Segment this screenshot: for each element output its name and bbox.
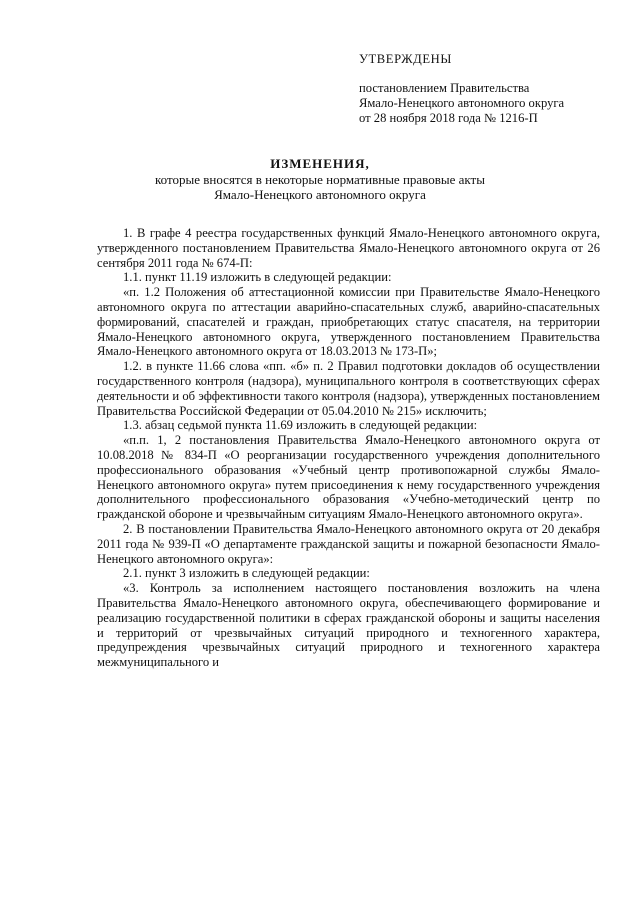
paragraph: 1.3. абзац седьмой пункта 11.69 изложить в следующей редакции: [123, 418, 478, 433]
paragraph: «п. 1.2 Положения об аттестационной комиссии при Правительстве Ямало-Ненецкого автономного округа по аттестации аварийно-спасательных служб, аварийно-спасательных формирований, спасателей и граждан, приобретающих статус спасателя, на территории Ямало-Ненецкого автономного округа, утвержденного постановлением Правительства Ямало-Ненецкого автономного округа от 18.03.2013 № 173-П»; [97, 285, 600, 359]
paragraph: «3. Контроль за исполнением настоящего постановления возложить на члена Правительства Ямало-Ненецкого автономного округа, обеспечивающего формирование и реализацию государственной политики в сферах гражданской обороны и защиты населения и территорий от чрезвычайных ситуаций природного и техногенного характера, предупреждения чрезвычайных ситуаций природного и техногенного характера межмуниципального и [97, 581, 600, 670]
document-body [97, 226, 600, 670]
document-title [0, 156, 640, 202]
approval-line: постановлением Правительства [359, 81, 530, 95]
paragraph: 2.1. пункт 3 изложить в следующей редакции: [123, 566, 370, 581]
approval-heading: УТВЕРЖДЕНЫ [359, 52, 452, 66]
approval-line: Ямало-Ненецкого автономного округа [359, 96, 565, 110]
title-subtitle: которые вносятся в некоторые нормативные правовые акты [155, 172, 485, 187]
paragraph: «п.п. 1, 2 постановления Правительства Ямало-Ненецкого автономного округа от 10.08.2018 № 834-П «О реорганизации государственного учреждения дополнительного профессионального образования «Учебный центр противопожарной службы Ямало-Ненецкого автономного округа» путем присоединения к нему государственного учреждения дополнительного профессионального образования «Учебно-методический центр по гражданской обороне и чрезвычайным ситуациям Ямало-Ненецкого автономного округа». [97, 433, 600, 522]
paragraph: 1.1. пункт 11.19 изложить в следующей редакции: [123, 270, 392, 285]
title-main: ИЗМЕНЕНИЯ, [270, 156, 370, 171]
approval-line: от 28 ноября 2018 года № 1216-П [359, 111, 538, 125]
paragraph: 2. В постановлении Правительства Ямало-Ненецкого автономного округа от 20 декабря 2011 года № 939-П «О департаменте гражданской защиты и пожарной безопасности Ямало-Ненецкого автономного округа»: [97, 521, 600, 566]
approval-block [359, 52, 564, 126]
paragraph: 1. В графе 4 реестра государственных функций Ямало-Ненецкого автономного округа, утвержденного постановлением Правительства Ямало-Ненецкого автономного округа от 26 сентября 2011 года № 674-П: [97, 226, 600, 270]
paragraph: 1.2. в пункте 11.66 слова «пп. «б» п. 2 Правил подготовки докладов об осуществлении государственного контроля (надзора), муниципального контроля в соответствующих сферах деятельности и об эффективности такого контроля (надзора), утвержденных постановлением Правительства Российской Федерации от 05.04.2010 № 215» исключить; [97, 359, 600, 418]
title-subtitle: Ямало-Ненецкого автономного округа [214, 187, 426, 202]
